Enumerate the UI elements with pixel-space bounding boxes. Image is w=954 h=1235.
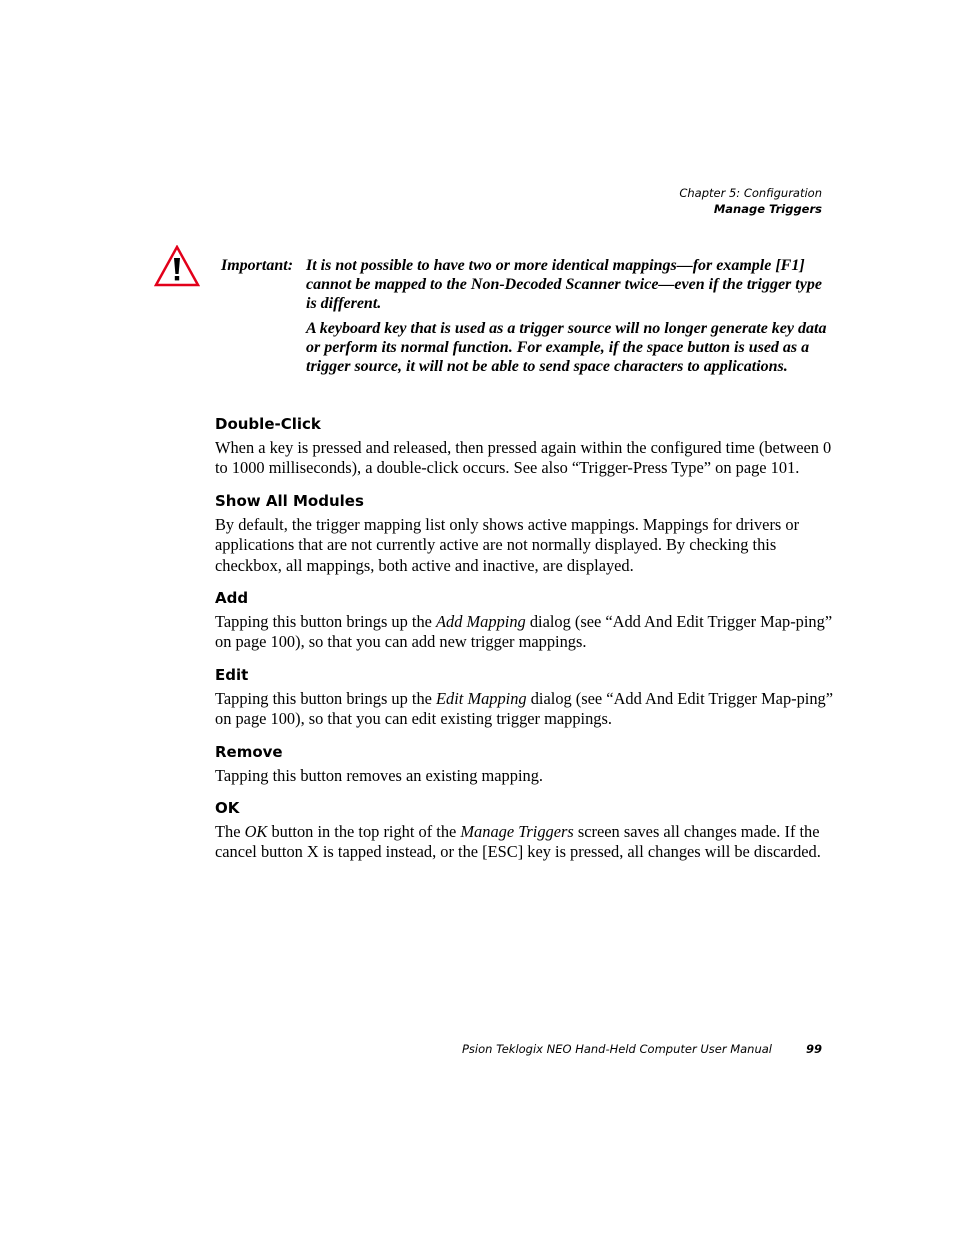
section-heading: OK	[215, 799, 240, 818]
section-heading: Show All Modules	[215, 491, 364, 510]
page-footer	[462, 1042, 822, 1056]
warning-icon	[154, 245, 200, 287]
dialog-name: Add Mapping	[436, 612, 526, 632]
important-note	[221, 256, 831, 382]
manual-title: Psion Teklogix NEO Hand-Held Computer User Manual	[462, 1042, 772, 1056]
important-paragraph: A keyboard key that is used as a trigger source will no longer generate key data or perform its normal function. For example, if the space button is used as a trigger source, it will not be able to send space characters to applications.	[306, 320, 827, 375]
dialog-name: Edit Mapping	[436, 688, 527, 708]
running-header	[679, 185, 822, 217]
paragraph: The OK button in the top right of the Manage Triggers screen saves all changes made. If the cancel button X is tapped instead, or the [ESC] key is pressed, all changes will be discarded.	[215, 822, 821, 862]
paragraph: Tapping this button removes an existing mapping.	[215, 765, 543, 785]
section-title: Manage Triggers	[713, 202, 822, 216]
important-paragraph: It is not possible to have two or more identical mappings—for example [F1] cannot be mapped to the Non-Decoded Scanner twice—even if the trigger type is different.	[306, 257, 822, 312]
paragraph: When a key is pressed and released, then pressed again within the configured time (between 0 to 1000 milliseconds), a double-click occurs. See also “Trigger-Press Type” on page 101.	[215, 438, 832, 478]
button-name: OK	[244, 822, 268, 842]
paragraph: Tapping this button brings up the Edit Mapping dialog (see “Add And Edit Trigger Map-ping” on page 100), so that you can edit existing trigger mappings.	[215, 688, 834, 729]
chapter-title: Chapter 5: Configuration	[679, 186, 822, 200]
paragraph: By default, the trigger mapping list only shows active mappings. Mappings for drivers or applications that are not currently active are not normally displayed. By checking this checkbox, all mappings, both active and inactive, are displayed.	[215, 514, 800, 575]
section-heading: Double-Click	[215, 415, 321, 433]
main-content	[215, 412, 835, 873]
section-heading: Remove	[215, 742, 283, 761]
important-label: Important:	[221, 257, 294, 274]
section-heading: Edit	[215, 665, 249, 684]
page-number: 99	[805, 1042, 822, 1056]
section-heading: Add	[215, 589, 249, 608]
paragraph: Tapping this button brings up the Add Mapping dialog (see “Add And Edit Trigger Map-ping” on page 100), so that you can add new trigger mappings.	[215, 612, 833, 652]
screen-name: Manage Triggers	[460, 822, 574, 842]
